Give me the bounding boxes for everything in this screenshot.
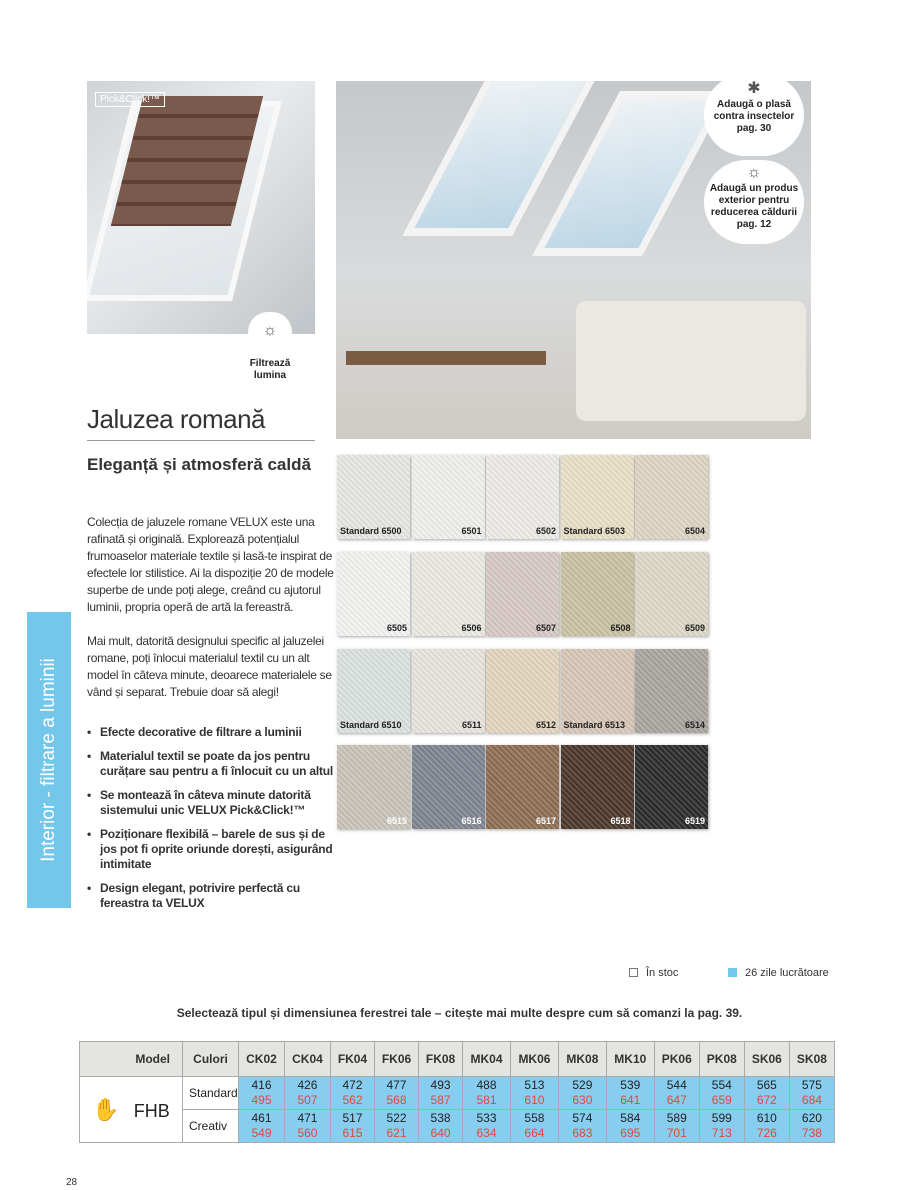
fabric-swatch[interactable]	[561, 649, 634, 733]
size-header: CK02	[239, 1042, 285, 1077]
price: 522	[386, 1111, 407, 1125]
price-red: 630	[572, 1093, 593, 1107]
price-red: 664	[524, 1126, 545, 1140]
price-red: 701	[666, 1126, 687, 1140]
intro-paragraph: Colecția de jaluzele romane VELUX este una rafinată și originală. Explorează potențialul frumoaselor materiale textile și lasă-te inspirat de efectele lor stilistice. Ai la dispoziție 20 de modele superbe de unde poți alege, creând cu ajutorul luminii, propria operă de artă la fereastră.	[87, 515, 334, 614]
price: 538	[430, 1111, 451, 1125]
price: 416	[251, 1078, 272, 1092]
size-header: MK04	[463, 1042, 511, 1077]
price-red: 684	[801, 1093, 822, 1107]
price: 544	[666, 1078, 687, 1092]
price-cell	[463, 1077, 511, 1110]
fabric-swatch[interactable]	[486, 552, 559, 636]
price-red: 562	[342, 1093, 363, 1107]
price-cell	[510, 1077, 558, 1110]
price: 599	[711, 1111, 732, 1125]
price-cell	[375, 1077, 419, 1110]
price-red: 581	[476, 1093, 497, 1107]
fabric-swatch[interactable]	[337, 552, 410, 636]
fabric-swatch[interactable]	[486, 745, 559, 829]
price-cell	[606, 1077, 654, 1110]
price: 517	[342, 1111, 363, 1125]
swatch-label: 6504	[684, 526, 705, 536]
price-red: 640	[430, 1126, 451, 1140]
price-red: 560	[297, 1126, 318, 1140]
price-red: 615	[342, 1126, 363, 1140]
price-cell	[789, 1110, 834, 1143]
price-red: 695	[620, 1126, 641, 1140]
color-variant: Standard	[183, 1077, 239, 1110]
size-header: MK10	[606, 1042, 654, 1077]
price-cell	[330, 1110, 374, 1143]
filter-light-badge	[248, 312, 292, 352]
color-variant: Creativ	[183, 1110, 239, 1143]
model-header: Model	[80, 1042, 183, 1077]
price-cell	[510, 1110, 558, 1143]
blue-square-icon	[728, 968, 737, 977]
price: 477	[386, 1078, 407, 1092]
swatch-label: Standard 6513	[563, 720, 626, 730]
price-red: 659	[711, 1093, 732, 1107]
price-red: 610	[524, 1093, 545, 1107]
filter-light-label: Filtrează lumina	[249, 358, 291, 381]
fabric-swatch[interactable]	[412, 649, 485, 733]
price: 461	[251, 1111, 272, 1125]
swatch-label: 6515	[386, 816, 407, 826]
swatch-label: 6509	[684, 623, 705, 633]
price: 558	[524, 1111, 545, 1125]
price: 584	[620, 1111, 641, 1125]
price: 589	[666, 1111, 687, 1125]
price-cell	[654, 1077, 699, 1110]
fabric-swatch[interactable]	[561, 745, 634, 829]
price: 574	[572, 1111, 593, 1125]
insect-net-badge[interactable]: ✱ Adaugă o plasă contra insectelor pag. 30	[704, 74, 804, 156]
swatch-label: 6518	[610, 816, 631, 826]
page-title: Jaluzea romană	[87, 404, 265, 434]
price: 610	[756, 1111, 777, 1125]
price-cell	[284, 1077, 330, 1110]
size-header: SK08	[789, 1042, 834, 1077]
section-side-tab: Interior - filtrare a luminii	[27, 612, 71, 908]
fabric-swatch[interactable]	[486, 455, 559, 539]
price-cell	[558, 1077, 606, 1110]
price-cell	[744, 1077, 789, 1110]
fabric-swatch[interactable]	[635, 745, 708, 829]
price: 575	[801, 1078, 822, 1092]
fabric-swatch[interactable]	[561, 455, 634, 539]
white-square-icon	[629, 968, 638, 977]
fabric-swatch[interactable]	[486, 649, 559, 733]
price-red: 634	[476, 1126, 497, 1140]
legend-in-stock: În stoc	[629, 967, 678, 979]
size-header: SK06	[744, 1042, 789, 1077]
swatch-label: 6516	[461, 816, 482, 826]
sun-heat-icon: ☼	[746, 164, 762, 181]
price: 426	[297, 1078, 318, 1092]
price: 472	[342, 1078, 363, 1092]
swatch-label: 6517	[535, 816, 556, 826]
price-cell	[699, 1077, 744, 1110]
price: 539	[620, 1078, 641, 1092]
price-cell	[419, 1077, 463, 1110]
fabric-swatch[interactable]	[635, 552, 708, 636]
product-photo-roman-blind	[87, 81, 315, 334]
legend-26-days: 26 zile lucrătoare	[728, 967, 829, 979]
list-item: • Design elegant, potrivire perfectă cu fereastra ta VELUX	[87, 881, 335, 911]
price-red: 672	[756, 1093, 777, 1107]
fabric-swatch[interactable]	[412, 552, 485, 636]
swatch-label: 6511	[461, 720, 482, 730]
hand-icon: ✋	[92, 1096, 120, 1122]
price-red: 621	[386, 1126, 407, 1140]
price-cell	[606, 1110, 654, 1143]
price: 493	[430, 1078, 451, 1092]
swatch-label: Standard 6500	[340, 526, 402, 536]
size-header: CK04	[284, 1042, 330, 1077]
price: 513	[524, 1078, 545, 1092]
price-red: 495	[251, 1093, 272, 1107]
price: 471	[297, 1111, 318, 1125]
price-red: 647	[666, 1093, 687, 1107]
swatch-label: 6501	[461, 526, 482, 536]
price-red: 738	[801, 1126, 822, 1140]
price: 529	[572, 1078, 593, 1092]
price-red: 568	[386, 1093, 407, 1107]
price: 533	[476, 1111, 497, 1125]
colors-header: Culori	[183, 1042, 239, 1077]
price-cell	[789, 1077, 834, 1110]
fabric-swatch[interactable]	[561, 552, 634, 636]
price: 488	[476, 1078, 497, 1092]
second-paragraph: Mai mult, datorită designului specific al jaluzelei romane, poți înlocui materialul textil cu un alt model în câteva minute, deoarece materialele se vând și separat. Trebuie doar să alegi!	[87, 634, 332, 699]
price-red: 683	[572, 1126, 593, 1140]
list-item: • Efecte decorative de filtrare a luminii	[87, 725, 335, 740]
swatch-label: 6502	[535, 526, 556, 536]
heat-reduction-badge[interactable]: ☼ Adaugă un produs exterior pentru reducerea căldurii pag. 12	[704, 160, 804, 244]
swatch-label: 6506	[461, 623, 482, 633]
size-header: MK06	[510, 1042, 558, 1077]
size-header: FK06	[375, 1042, 419, 1077]
fabric-swatch[interactable]	[635, 649, 708, 733]
fabric-swatch[interactable]	[635, 455, 708, 539]
price-cell	[330, 1077, 374, 1110]
subtitle: Eleganță și atmosferă caldă	[87, 455, 311, 474]
price-cell	[239, 1077, 285, 1110]
price: 565	[756, 1078, 777, 1092]
price-cell	[375, 1110, 419, 1143]
price-cell	[463, 1110, 511, 1143]
price-cell	[558, 1110, 606, 1143]
page-number: 28	[66, 1177, 78, 1188]
divider	[87, 440, 315, 441]
price-cell	[239, 1110, 285, 1143]
price-table	[79, 1041, 835, 1143]
fabric-swatch[interactable]	[412, 455, 485, 539]
pick-click-logo: Pick&Click!™	[95, 92, 165, 107]
price-cell	[654, 1110, 699, 1143]
table-row	[80, 1077, 835, 1110]
list-item: • Se montează în câteva minute datorită sistemului unic VELUX Pick&Click!™	[87, 788, 335, 818]
sun-filter-icon: ☼	[262, 322, 278, 339]
swatch-label: 6505	[386, 623, 407, 633]
swatch-label: Standard 6510	[340, 720, 402, 730]
list-item: • Materialul textil se poate da jos pentru curățare sau pentru a fi înlocuit cu un altul	[87, 749, 335, 779]
selection-instruction: Selectează tipul și dimensiunea ferestrei tale – citește mai multe despre cum să comanzi la pag. 39.	[176, 1006, 743, 1020]
swatch-label: 6519	[684, 816, 705, 826]
feature-list	[87, 725, 335, 911]
price-red: 726	[756, 1126, 777, 1140]
size-header: PK06	[654, 1042, 699, 1077]
model-name: FHB	[133, 1100, 170, 1121]
price-red: 507	[297, 1093, 318, 1107]
swatch-label: Standard 6503	[563, 526, 626, 536]
fabric-swatch[interactable]	[337, 455, 410, 539]
body-column	[87, 514, 335, 920]
price-cell	[419, 1110, 463, 1143]
price: 620	[801, 1111, 822, 1125]
size-header: PK08	[699, 1042, 744, 1077]
table-row	[80, 1110, 835, 1143]
price: 554	[711, 1078, 732, 1092]
size-header: MK08	[558, 1042, 606, 1077]
swatch-label: 6512	[535, 720, 556, 730]
size-header: FK08	[419, 1042, 463, 1077]
swatch-label: 6514	[684, 720, 705, 730]
price-cell	[699, 1110, 744, 1143]
size-header: FK04	[330, 1042, 374, 1077]
price-cell	[284, 1110, 330, 1143]
price-red: 641	[620, 1093, 641, 1107]
list-item: • Poziționare flexibilă – barele de sus și de jos pot fi oprite oriunde dorești, asigurând intimitate	[87, 827, 335, 872]
price-cell	[744, 1110, 789, 1143]
fabric-swatch[interactable]	[412, 745, 485, 829]
price-red: 549	[251, 1126, 272, 1140]
swatch-label: 6508	[610, 623, 631, 633]
model-cell	[80, 1077, 183, 1143]
price-red: 713	[711, 1126, 732, 1140]
swatch-label: 6507	[535, 623, 556, 633]
insect-icon: ✱	[747, 80, 761, 97]
fabric-swatch[interactable]	[337, 649, 410, 733]
fabric-swatch[interactable]	[337, 745, 410, 829]
price-red: 587	[430, 1093, 451, 1107]
